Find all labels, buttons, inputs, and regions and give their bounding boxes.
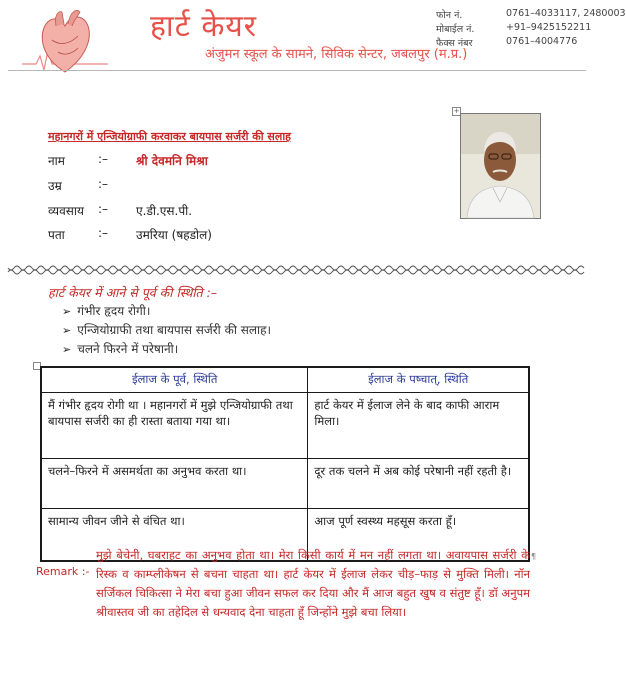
field-value: श्री देवमनि मिश्रा [136,154,208,168]
remark-text: मुझे बेचेनी, घबराहट का अनुभव होता था। मेरा किसी कार्य में मन नहीं लगता था। अवायपास सर्जरी के रिस्क व काम्प्लीकेषन से बचना चाहता था। हार्ट केयर में ईलाज लेकर चीड़–फाड़ से मुक्ति मिली। नॉन सर्जिकल चिकित्सा ने मेरा बचा हुआ जीवन सफल कर दिया और मैं आज बहुत खुष व संतुष्ट हूँ। डॉ अनुपम श्रीवास्तव जी का तहेदिल से धन्यवाद देना चाहता हूँ जिन्होंने मुझे बचा लिया। [96,548,530,619]
comparison-table [40,366,530,562]
list-item [62,340,178,357]
column-header-before: ईलाज के पूर्व, स्थिति [41,367,308,393]
contact-value: 0761–4033117, 2480003 [506,8,626,19]
arrow-bullet-icon: ➢ [62,305,72,318]
column-header-after: ईलाज के पष्चात्, स्थिति [308,367,529,393]
field-label: उम्र [48,179,62,193]
field-separator: :– [98,226,109,240]
patient-photo[interactable] [460,113,541,219]
field-value: ए.डी.एस.पी. [136,204,193,218]
address-line: अंजुमन स्कूल के सामने, सिविक सेन्टर, जबलपुर (म.प्र.) [205,47,468,62]
table-cell: सामान्य जीवन जीने से वंचित था। [41,509,308,561]
table-row [41,459,529,509]
subject-heading: महानगरों में एन्जियोग्राफी करवाकर बायपास सर्जरी की सलाह [48,130,292,143]
table-cell: दूर तक चलने में अब कोई परेषानी नहीं रहती है। [308,459,529,509]
field-label: पता [48,228,65,242]
field-separator: :– [98,152,109,166]
list-item-text: चलने फिरने में परेषानी। [77,342,179,356]
list-item-text: गंभीर हृदय रोगी। [77,304,151,318]
header-divider [8,70,586,71]
field-label: नाम [48,154,65,168]
list-item [62,321,271,338]
contact-label: फैक्स नंबर [436,38,473,49]
remark-label: Remark :- [36,565,90,578]
table-cell: हार्ट केयर में ईलाज लेने के बाद काफी आराम मिला। [308,393,529,459]
contact-value: 0761–4004776 [506,36,578,47]
contact-fax [436,36,586,48]
paragraph-mark-icon: ¶ [531,552,537,561]
contact-value: +91–9425152211 [506,22,592,33]
field-value: उमरिया (षहडोल) [136,228,212,242]
list-item [62,302,150,319]
contact-label: मोबाईल नं. [436,24,475,35]
section-divider [8,259,586,267]
photo-move-handle[interactable]: + [453,107,460,115]
contact-label: फोन नं. [436,10,463,21]
table-cell: आज पूर्ण स्वस्थ्य महसूस करता हूँ। [308,509,529,561]
arrow-bullet-icon: ➢ [62,343,72,356]
condition-heading: हार्ट केयर में आने से पूर्व की स्थिति :– [48,285,218,300]
field-separator: :– [98,202,109,216]
field-label: व्यवसाय [48,204,84,218]
table-row [41,393,529,459]
heart-logo-icon [22,6,108,76]
table-cell: मैं गंभीर हृदय रोगी था । महानगरों में मुझे एन्जियोग्राफी तथा बायपास सर्जरी का ही रास्ता बताया गया था। [41,393,308,459]
table-header-row [41,367,529,393]
arrow-bullet-icon: ➢ [62,324,72,337]
contact-phone [436,8,626,21]
list-item-text: एन्जियोग्राफी तथा बायपास सर्जरी की सलाह। [77,323,272,337]
contact-mobile [436,22,592,35]
brand-title: हार्ट केयर [150,9,258,44]
field-separator: :– [98,177,109,191]
table-cell: चलने–फिरने में असमर्थता का अनुभव करता था। [41,459,308,509]
